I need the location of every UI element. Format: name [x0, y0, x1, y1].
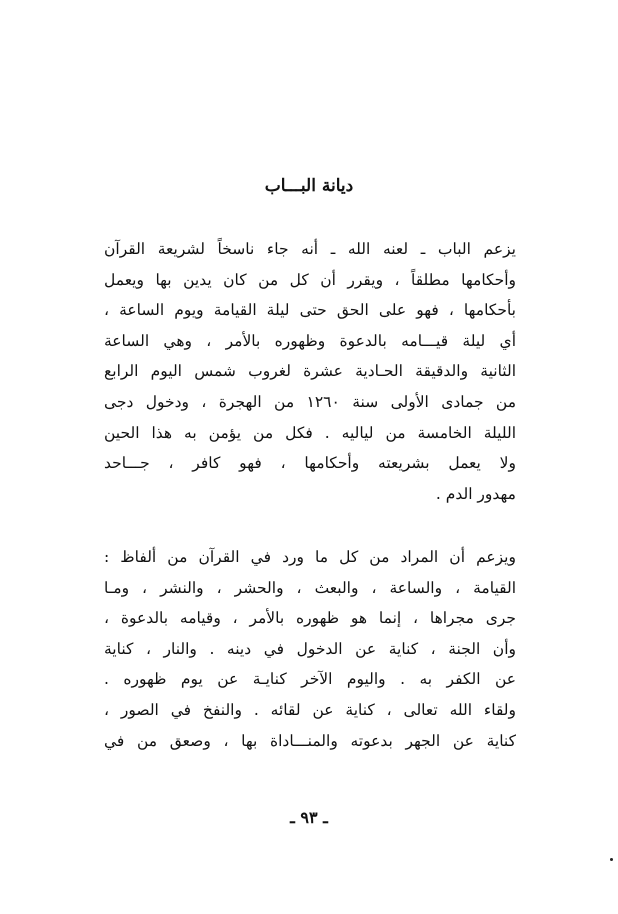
text-line: وأحكامها مطلقاً ، ويقرر أن كل من كان يدين بها ويعمل [104, 270, 516, 289]
paragraph-1 [104, 234, 516, 509]
text-line: مهدور الدم . [435, 484, 516, 503]
print-speck [610, 858, 613, 861]
paragraph-2 [104, 542, 516, 756]
text-line: الثانية والدقيقة الحـادية عشرة لغروب شمس اليوم الرابع [104, 362, 516, 381]
text-line: ولا يعمل بشريعته وأحكامها ، فهو كافر ، جـــاحد [104, 454, 516, 473]
text-line: يزعم الباب ـ لعنه الله ـ أنه جاء ناسخاً لشريعة القرآن [104, 240, 516, 258]
text-line: عن الكفر به . واليوم الآخر كنايـة عن يوم ظهوره . [104, 670, 516, 689]
text-line: ويزعم أن المراد من كل ما ورد في القرآن من ألفاظ : [104, 548, 516, 566]
chapter-title: ديانة البـــاب [264, 176, 354, 196]
text-line: بأحكامها ، فهو على الحق حتى ليلة القيامة ويوم الساعة ، [104, 301, 516, 320]
text-line: القيامة ، والساعة ، والبعث ، والحشر ، والنشر ، ومـا [104, 578, 516, 597]
text-line: كناية عن الجهر بدعوته والمنـــاداة بها ، وصعق من في [104, 731, 516, 750]
page-number: ـ ٩٣ ـ [290, 808, 328, 827]
text-line: وأن الجنة ، كناية عن الدخول في دينه . والنار ، كناية [104, 639, 516, 658]
text-line: جرى مجراها ، إنما هو ظهوره بالأمر ، وقيامه بالدعوة ، [104, 609, 516, 628]
text-line: الليلة الخامسة من لياليه . فكل من يؤمن به هذا الحين [104, 423, 516, 442]
text-line: من جمادى الأولى سنة ١٢٦٠ من الهجرة ، ودخول دجى [104, 392, 516, 411]
text-line: ولقاء الله تعالى ، كناية عن لقائه . والنفخ في الصور ، [104, 700, 516, 719]
text-line: أي ليلة قيـــامه بالدعوة وظهوره بالأمر ، وهي الساعة [104, 331, 516, 350]
